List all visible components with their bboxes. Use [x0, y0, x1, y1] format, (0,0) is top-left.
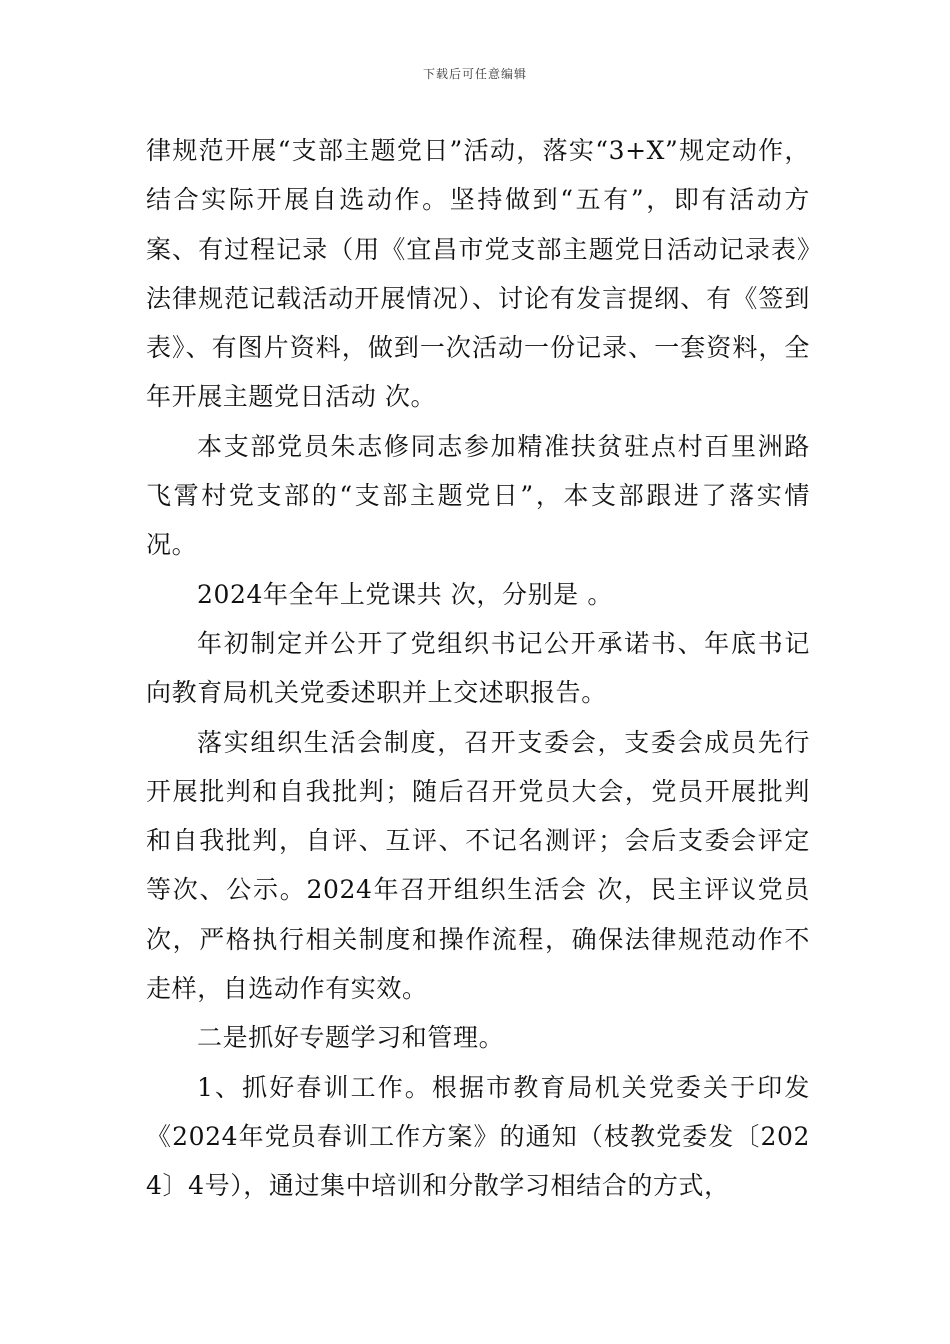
- paragraph-party-lectures: 2024年全年上党课共 次，分别是 。: [197, 579, 613, 609]
- paragraph-poverty-alleviation: 本支部党员朱志修同志参加精准扶贫驻点村百里洲路飞霄村党支部的“支部主题党日”，本支部跟进了落实情况。: [146, 431, 810, 560]
- paragraph-organizational-life: 落实组织生活会制度，召开支委会，支委会成员先行开展批判和自我批判；随后召开党员大会，党员开展批判和自我批判，自评、互评、不记名测评；会后支委会评定等次、公示。2024年召开组织生活会 次，民主评议党员 次，严格执行相关制度和操作流程，确保法律规范动作不走样，自选动作有实效。: [146, 727, 810, 1004]
- page-header: 下载后可任意编辑: [422, 67, 527, 81]
- paragraph-special-study: 二是抓好专题学习和管理。: [197, 1023, 505, 1053]
- paragraph-spring-training: 1、抓好春训工作。根据市教育局机关党委关于印发《2024年党员春训工作方案》的通知（枝教党委发〔2024〕4号），通过集中培训和分散学习相结合的方式，: [146, 1072, 810, 1201]
- paragraph-theme-party-day: 律规范开展“支部主题党日”活动，落实“3+X”规定动作，结合实际开展自选动作。坚持做到“五有”，即有活动方案、有过程记录（用《宜昌市党支部主题党日活动记录表》法律规范记载活动开展情况）、讨论有发言提纲、有《签到表》、有图片资料，做到一次活动一份记录、一套资料，全年开展主题党日活动 次。: [146, 136, 810, 412]
- document-body: [146, 126, 810, 1211]
- paragraph-secretary-commitment: 年初制定并公开了党组织书记公开承诺书、年底书记向教育局机关党委述职并上交述职报告。: [146, 628, 810, 708]
